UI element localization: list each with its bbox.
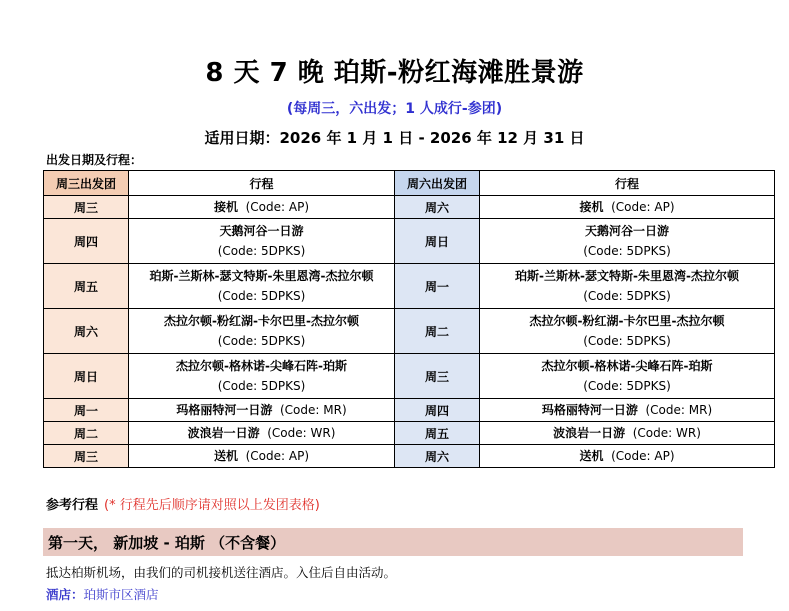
sat-group-day: 周六: [395, 196, 480, 219]
itinerary-cell-left: [129, 445, 395, 468]
itinerary-code: (Code: 5DPKS): [583, 244, 671, 258]
itinerary-cell-left: [129, 399, 395, 422]
itinerary-name: 珀斯-兰斯林-瑟文特斯-朱里恩湾-杰拉尔顿: [149, 269, 374, 283]
wed-group-day: 周日: [44, 354, 129, 399]
itinerary-cell-right: [480, 354, 775, 399]
itinerary-name: 杰拉尔顿-粉红湖-卡尔巴里-杰拉尔顿: [529, 314, 725, 328]
table-row: [44, 354, 775, 399]
itinerary-code: (Code: 5DPKS): [217, 379, 306, 393]
sat-group-day: 周五: [395, 422, 480, 445]
itinerary-name: 波浪岩一日游: [187, 426, 260, 440]
itinerary-cell-left: [129, 309, 395, 354]
sat-group-day: 周二: [395, 309, 480, 354]
page-title: 8 天 7 晚 珀斯-粉红海滩胜景游: [205, 58, 584, 88]
itinerary-code: (Code: WR): [632, 426, 701, 440]
itinerary-name: 波浪岩一日游: [553, 426, 626, 440]
itinerary-code: (Code: AP): [245, 449, 310, 463]
hotel-value: 珀斯市区酒店: [83, 587, 159, 602]
itinerary-code: (Code: 5DPKS): [217, 334, 306, 348]
itinerary-code: (Code: AP): [245, 200, 310, 214]
wed-group-day: 周一: [44, 399, 129, 422]
itinerary-cell-right: [480, 422, 775, 445]
hotel-label: 酒店：: [46, 587, 84, 602]
reference-note: (* 行程先后顺序请对照以上发团表格): [104, 498, 320, 513]
itinerary-code: (Code: MR): [280, 403, 347, 417]
itinerary-cell-left: [129, 264, 395, 309]
itinerary-code: (Code: WR): [267, 426, 336, 440]
wed-group-day: 周三: [44, 196, 129, 219]
itinerary-name: 杰拉尔顿-粉红湖-卡尔巴里-杰拉尔顿: [164, 314, 359, 328]
itinerary-cell-right: [480, 196, 775, 219]
itinerary-name: 玛格丽特河一日游: [541, 403, 638, 417]
day1-title-bar: 第一天， 新加坡 - 珀斯 （不含餐）: [43, 528, 743, 556]
table-row: [44, 264, 775, 309]
itinerary-code: (Code: 5DPKS): [217, 244, 306, 258]
itinerary-code: (Code: MR): [645, 403, 713, 417]
sat-group-day: 周日: [395, 219, 480, 264]
departure-schedule-table: [43, 170, 775, 468]
table-row: [44, 219, 775, 264]
sat-group-day: 周四: [395, 399, 480, 422]
schedule-body: [44, 196, 775, 468]
itinerary-cell-left: [129, 422, 395, 445]
validity-dates: 适用日期：2026 年 1 月 1 日 - 2026 年 12 月 31 日: [204, 129, 585, 147]
day1-description: 抵达柏斯机场，由我们的司机接机送往酒店。入住后自由活动。: [46, 565, 397, 580]
itinerary-name: 接机: [213, 200, 238, 214]
itinerary-name: 天鹅河谷一日游: [219, 224, 304, 238]
itinerary-cell-right: [480, 264, 775, 309]
table-row: [44, 196, 775, 219]
itinerary-cell-right: [480, 219, 775, 264]
itinerary-code: (Code: 5DPKS): [583, 379, 671, 393]
itinerary-name: 珀斯-兰斯林-瑟文特斯-朱里恩湾-杰拉尔顿: [515, 269, 739, 283]
sat-group-day: 周三: [395, 354, 480, 399]
header-itinerary-right: 行程: [480, 171, 775, 196]
itinerary-cell-right: [480, 445, 775, 468]
itinerary-cell-right: [480, 399, 775, 422]
itinerary-name: 送机: [579, 449, 604, 463]
itinerary-name: 天鹅河谷一日游: [584, 224, 669, 238]
wed-group-day: 周四: [44, 219, 129, 264]
itinerary-name: 杰拉尔顿-格林诺-尖峰石阵-珀斯: [541, 359, 713, 373]
departure-subtitle: (每周三，六出发；1 人成行-参团): [286, 101, 503, 117]
table-row: [44, 309, 775, 354]
itinerary-code: (Code: 5DPKS): [217, 289, 306, 303]
itinerary-cell-left: [129, 196, 395, 219]
header-itinerary-left: 行程: [129, 171, 395, 196]
itinerary-code: (Code: AP): [611, 200, 675, 214]
wed-group-day: 周二: [44, 422, 129, 445]
itinerary-name: 杰拉尔顿-格林诺-尖峰石阵-珀斯: [176, 359, 347, 373]
itinerary-cell-right: [480, 309, 775, 354]
itinerary-code: (Code: 5DPKS): [583, 334, 671, 348]
reference-itinerary: [46, 494, 320, 513]
sat-group-day: 周六: [395, 445, 480, 468]
itinerary-cell-left: [129, 219, 395, 264]
itinerary-name: 接机: [579, 200, 604, 214]
table-row: [44, 422, 775, 445]
reference-label: 参考行程: [46, 498, 99, 513]
wed-group-day: 周三: [44, 445, 129, 468]
table-row: [44, 399, 775, 422]
schedule-section-label: 出发日期及行程：: [46, 153, 143, 167]
header-sat-departure: 周六出发团: [395, 171, 480, 196]
table-header-row: [44, 171, 775, 196]
wed-group-day: 周五: [44, 264, 129, 309]
sat-group-day: 周一: [395, 264, 480, 309]
day1-hotel: [46, 585, 159, 603]
itinerary-cell-left: [129, 354, 395, 399]
table-row: [44, 445, 775, 468]
itinerary-code: (Code: AP): [611, 449, 675, 463]
itinerary-name: 送机: [213, 449, 238, 463]
wed-group-day: 周六: [44, 309, 129, 354]
itinerary-name: 玛格丽特河一日游: [176, 403, 273, 417]
itinerary-code: (Code: 5DPKS): [583, 289, 671, 303]
header-wed-departure: 周三出发团: [44, 171, 129, 196]
